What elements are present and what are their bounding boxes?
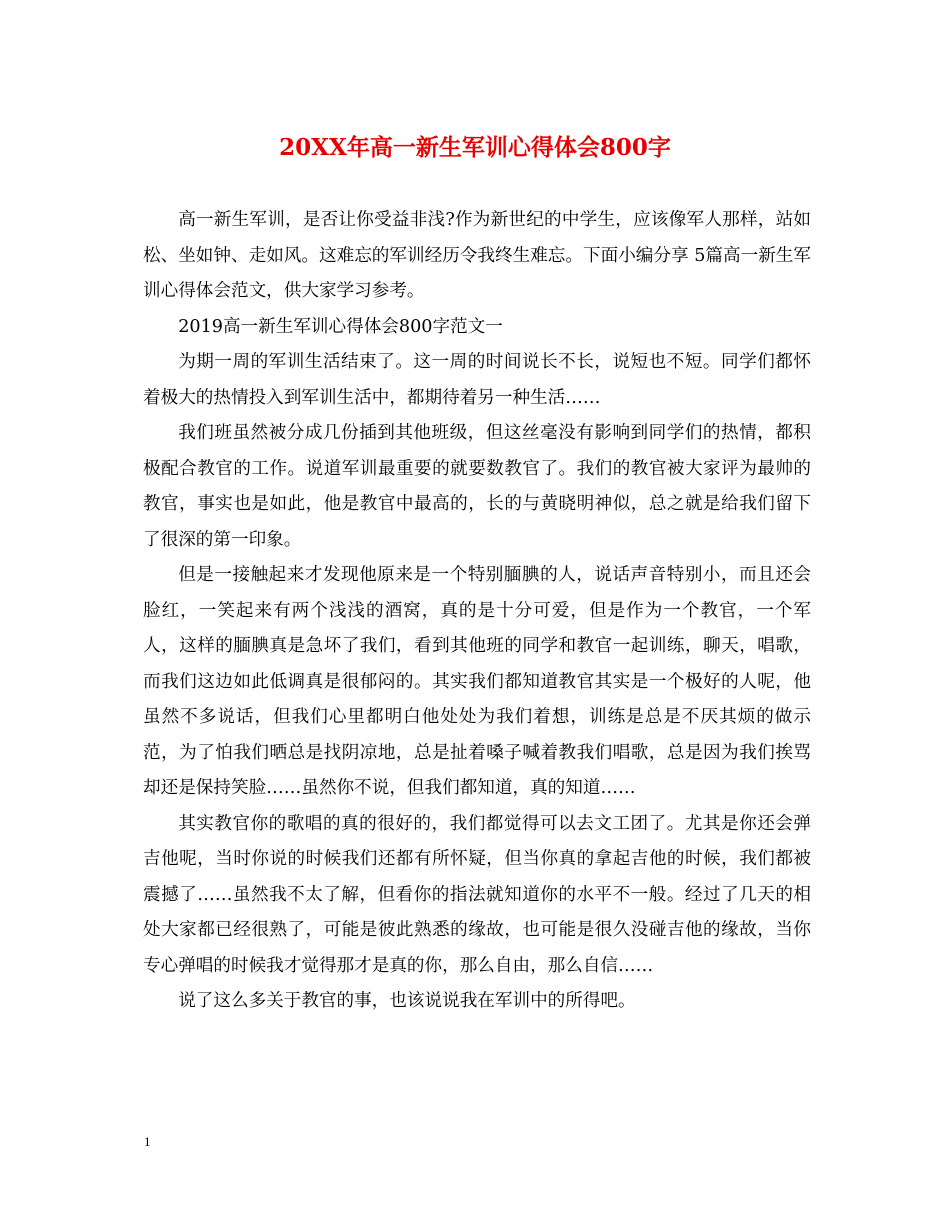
body-paragraph: 我们班虽然被分成几份插到其他班级，但这丝毫没有影响到同学们的热情，都积极配合教官的工作。说道军训最重要的就要数教官了。我们的教官被大家评为最帅的教官，事实也是如此，他是教官中最高的，长的与黄晓明神似，总之就是给我们留下了很深的第一印象。 [143,423,811,550]
section-heading: 2019高一新生军训心得体会800字范文一 [178,316,503,337]
document-body [143,203,811,1020]
page-number: 1 [144,1134,151,1149]
document-title: 20XX年高一新生军训心得体会800字 [279,134,671,161]
body-paragraph: 但是一接触起来才发现他原来是一个特别腼腆的人，说话声音特别小，而且还会脸红，一笑起来有两个浅浅的酒窝，真的是十分可爱，但是作为一个教官，一个军人，这样的腼腆真是急坏了我们，看到其他班的同学和教官一起训练，聊天，唱歌，而我们这边如此低调真是很郁闷的。其实我们都知道教官其实是一个极好的人呢，他虽然不多说话，但我们心里都明白他处处为我们着想，训练是总是不厌其烦的做示范，为了怕我们晒总是找阴凉地，总是扯着嗓子喊着教我们唱歌，总是因为我们挨骂却还是保持笑脸……虽然你不说，但我们都知道，真的知道…… [143,565,811,798]
body-paragraph: 为期一周的军训生活结束了。这一周的时间说长不长，说短也不短。同学们都怀着极大的热情投入到军训生活中，都期待着另一种生活…… [143,352,811,408]
body-paragraph: 说了这么多关于教官的事，也该说说我在军训中的所得吧。 [178,991,636,1011]
intro-paragraph: 高一新生军训，是否让你受益非浅?作为新世纪的中学生，应该像军人那样，站如松、坐如钟、走如风。这难忘的军训经历令我终生难忘。下面小编分享 5篇高一新生军训心得体会范文，供大家学习参考。 [143,210,811,301]
body-paragraph: 其实教官你的歌唱的真的很好的，我们都觉得可以去文工团了。尤其是你还会弹吉他呢，当时你说的时候我们还都有所怀疑，但当你真的拿起吉他的时候，我们都被震撼了……虽然我不太了解，但看你的指法就知道你的水平不一般。经过了几天的相处大家都已经很熟了，可能是彼此熟悉的缘故，也可能是很久没碰吉他的缘故，当你专心弹唱的时候我才觉得那才是真的你，那么自由，那么自信…… [143,813,811,976]
